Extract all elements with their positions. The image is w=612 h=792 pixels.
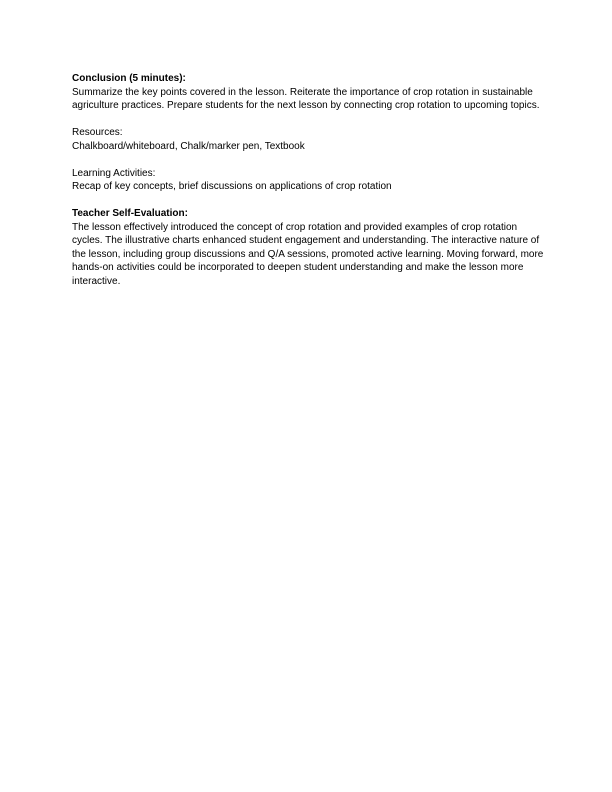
conclusion-body: Summarize the key points covered in the lesson. Reiterate the importance of crop rotation in sustainable agriculture practices. Prepare students for the next lesson by connecting crop rotation to upcoming topics. <box>72 86 540 111</box>
learning-activities-label: Learning Activities: <box>72 167 156 179</box>
learning-activities-section <box>72 167 550 194</box>
self-evaluation-section <box>72 207 550 288</box>
learning-activities-body: Recap of key concepts, brief discussions on applications of crop rotation <box>72 181 392 192</box>
self-evaluation-body: The lesson effectively introduced the concept of crop rotation and provided examples of crop rotation cycles. The illustrative charts enhanced student engagement and understanding. The interactive nature of the lesson, including group discussions and Q/A sessions, promoted active learning. Moving forward, more hands-on activities could be incorporated to deepen student understanding and make the lesson more interactive. <box>72 221 544 287</box>
resources-body: Chalkboard/whiteboard, Chalk/marker pen, Textbook <box>72 140 305 152</box>
document-page <box>72 72 550 302</box>
conclusion-section <box>72 72 550 113</box>
resources-section <box>72 126 550 153</box>
self-evaluation-heading: Teacher Self-Evaluation: <box>72 208 188 219</box>
resources-label: Resources: <box>72 127 123 138</box>
conclusion-heading: Conclusion (5 minutes): <box>72 73 186 84</box>
